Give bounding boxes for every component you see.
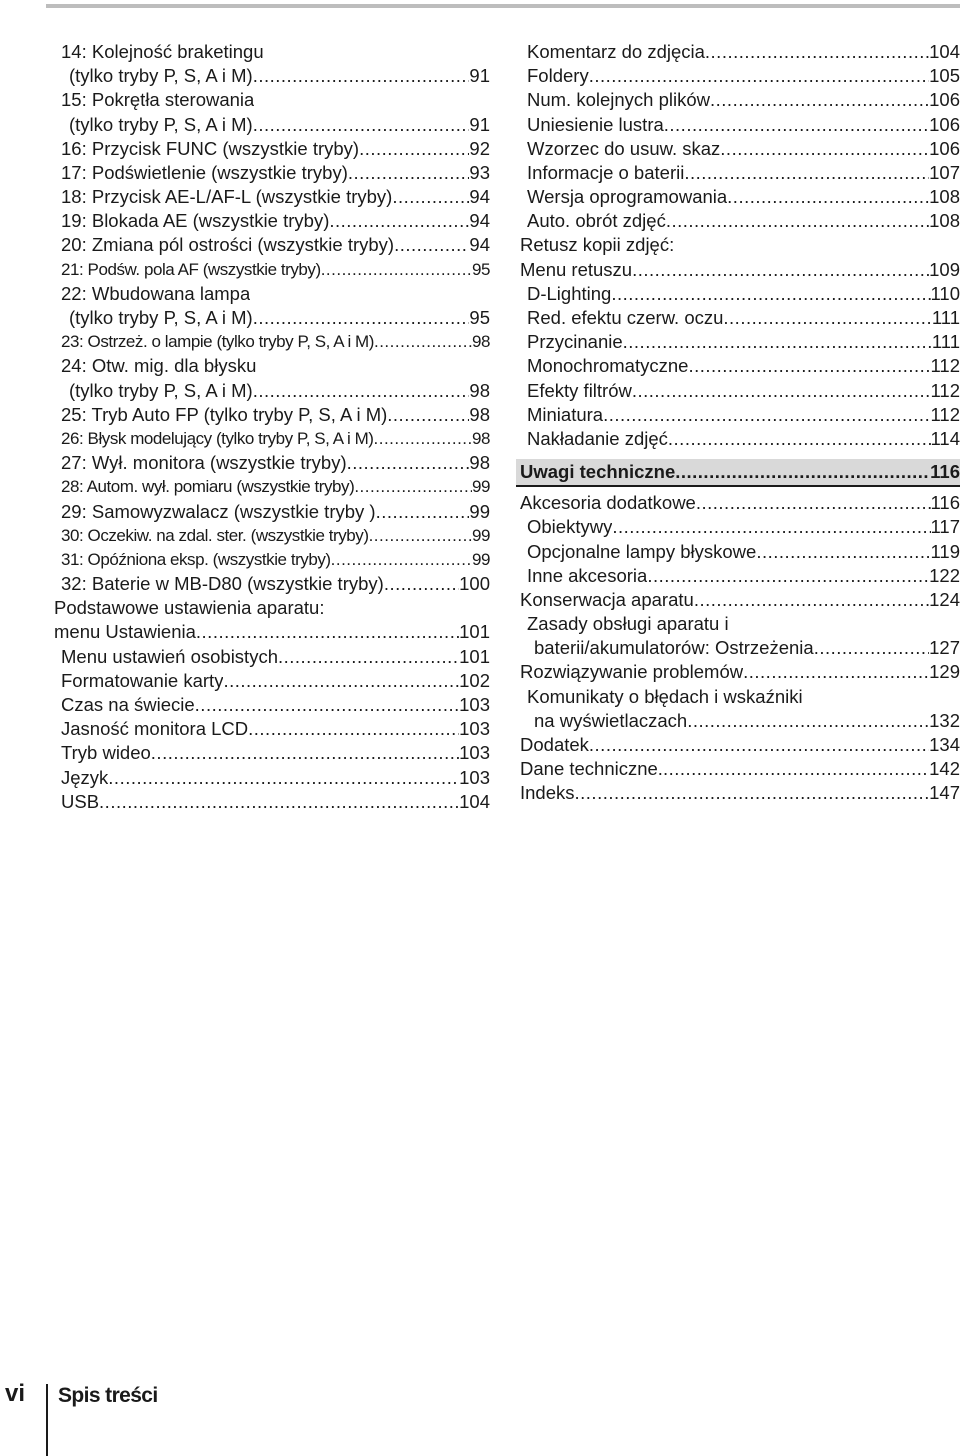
toc-leader-dots [278, 645, 459, 669]
toc-entry-text: 22: Wbudowana lampa [61, 282, 251, 304]
toc-entry [54, 741, 490, 765]
toc-leader-dots [374, 427, 472, 451]
toc-page-number: 112 [930, 379, 960, 401]
toc-page-number: 132 [929, 709, 960, 731]
toc-leader-dots [668, 427, 931, 451]
toc-entry-text: 27: Wył. monitora (wszystkie tryby) [61, 452, 347, 474]
toc-leader-dots [223, 669, 459, 693]
toc-entry-text: 16: Przycisk FUNC (wszystkie tryby) [61, 137, 360, 159]
toc-entry-text: Dane techniczne. [520, 758, 663, 780]
toc-leader-dots [743, 660, 929, 684]
toc-entry-text: Przycinanie [527, 331, 623, 353]
toc-page-number: 102 [459, 669, 490, 691]
toc-leader-dots [632, 379, 931, 403]
toc-entry-text: Język [61, 766, 109, 788]
toc-entry [54, 790, 490, 814]
toc-entry-text: Czas na świecie [61, 694, 195, 716]
toc-entry-text: Komentarz do zdjęcia [527, 40, 705, 62]
toc-entry-text: Menu ustawień osobistych [61, 645, 278, 667]
toc-page-number: 98 [469, 379, 490, 401]
toc-entry [520, 137, 960, 161]
toc-entry-text: Menu retuszu [520, 258, 633, 280]
toc-page-number: 111 [931, 307, 960, 329]
toc-leader-dots [253, 306, 470, 330]
toc-entry [520, 113, 960, 137]
toc-leader-dots [384, 572, 459, 596]
toc-leader-dots [354, 475, 472, 499]
toc-leader-dots [347, 451, 470, 475]
toc-leader-dots [253, 113, 470, 137]
toc-leader-dots [376, 500, 470, 524]
toc-entry-text: Red. efektu czerw. oczu [527, 307, 724, 329]
toc-page-number: 108 [929, 186, 960, 208]
toc-entry-text: 24: Otw. mig. dla błysku [61, 355, 257, 377]
toc-entry-text: 19: Blokada AE (wszystkie tryby) [61, 210, 330, 232]
toc-entry-text: D-Lighting [527, 282, 612, 304]
toc-entry-text: 29: Samowyzwalacz (wszystkie tryby ) [61, 500, 376, 522]
toc-entry [520, 588, 960, 612]
toc-leader-dots [359, 137, 469, 161]
toc-entry-text: 31: Opóźniona eksp. (wszystkie tryby) [61, 549, 331, 569]
toc-page-number: 98 [471, 332, 490, 352]
toc-leader-dots [696, 491, 931, 515]
toc-entry-text: Dodatek [520, 734, 589, 756]
toc-leader-dots [151, 741, 459, 765]
toc-leader-dots [392, 185, 469, 209]
toc-leader-dots [369, 524, 472, 548]
toc-entry-text: Miniatura [527, 403, 604, 425]
toc-leader-dots [623, 330, 932, 354]
toc-entry-text: Nakładanie zdjęć [527, 427, 668, 449]
toc-page-number: 104 [459, 790, 490, 812]
toc-page-number: 110 [930, 282, 960, 304]
toc-entry [54, 451, 490, 475]
toc-page-number: 94 [469, 186, 490, 208]
toc-page-number: 111 [931, 331, 960, 353]
toc-page-number: 127 [929, 637, 960, 659]
toc-entry [54, 766, 490, 790]
toc-page-number: 103 [459, 742, 490, 764]
toc-page-number: 112 [930, 403, 960, 425]
toc-leader-dots [603, 403, 930, 427]
toc-entry-text: 30: Oczekiw. na zdal. ster. (wszystkie tryby) [61, 525, 369, 545]
footer-divider [46, 1384, 48, 1456]
toc-entry [54, 596, 490, 620]
toc-page-number: 112 [930, 355, 960, 377]
toc-entry-text: 14: Kolejność braketingu [61, 40, 264, 62]
toc-page-number: 116 [930, 461, 960, 483]
toc-entry [54, 354, 490, 378]
toc-entry [520, 661, 960, 685]
toc-page-number: 117 [930, 516, 960, 538]
toc-entry-text: 32: Baterie w MB-D80 (wszystkie tryby) [61, 573, 384, 595]
toc-entry-text: Num. kolejnych plików [527, 89, 711, 111]
toc-page-number: 99 [471, 477, 490, 497]
toc-leader-dots [684, 161, 929, 185]
toc-entry [54, 427, 490, 451]
toc-entry-text: Obiektywy [527, 516, 613, 538]
toc-leader-dots [248, 717, 459, 741]
toc-page-number: 98 [471, 428, 490, 448]
toc-entry [520, 709, 960, 733]
toc-entry-text: Rozwiązywanie problemów [520, 661, 744, 683]
toc-entry [520, 781, 960, 805]
toc-entry-text: Konserwacja aparatu [520, 588, 694, 610]
toc-entry [520, 515, 960, 539]
toc-entry [520, 564, 960, 588]
toc-page-number: 134 [929, 734, 960, 756]
toc-entry [54, 475, 490, 499]
toc-leader-dots [632, 258, 929, 282]
toc-entry [54, 379, 490, 403]
toc-entry [54, 113, 490, 137]
toc-entry [54, 621, 490, 645]
toc-entry-text: baterii/akumulatorów: Ostrzeżenia [534, 637, 814, 659]
toc-entry [54, 234, 490, 258]
toc-entry [520, 282, 960, 306]
toc-entry-text: Formatowanie karty [61, 669, 224, 691]
toc-entry [520, 379, 960, 403]
toc-leader-dots [348, 161, 470, 185]
toc-entry-text: Efekty filtrów [527, 379, 632, 401]
toc-page-number: 142 [929, 758, 960, 780]
toc-page-number: 103 [459, 718, 490, 740]
toc-entry [520, 540, 960, 564]
toc-entry [520, 427, 960, 451]
toc-page-number: 99 [471, 525, 490, 545]
toc-entry [520, 685, 960, 709]
toc-leader-dots [814, 636, 929, 660]
toc-entry-text: Wzorzec do usuw. skaz [527, 137, 721, 159]
toc-leader-dots [374, 330, 472, 354]
toc-page-number: 93 [469, 161, 490, 183]
toc-entry [54, 185, 490, 209]
toc-leader-dots [329, 209, 469, 233]
toc-entry [520, 733, 960, 757]
toc-entry-text: Uwagi techniczne [520, 461, 676, 483]
toc-entry-text: 20: Zmiana pól ostrości (wszystkie tryby) [61, 234, 395, 256]
toc-page-number: 119 [930, 540, 960, 562]
toc-leader-dots [710, 88, 929, 112]
toc-page-number: 106 [929, 89, 960, 111]
toc-entry [520, 757, 960, 781]
toc-entry [54, 64, 490, 88]
toc-entry [520, 185, 960, 209]
toc-entry [54, 500, 490, 524]
toc-page-number: 106 [929, 137, 960, 159]
toc-entry [54, 40, 490, 64]
toc-leader-dots [687, 709, 929, 733]
toc-entry [54, 524, 490, 548]
toc-leader-dots [694, 588, 929, 612]
toc-page-number: 108 [929, 210, 960, 232]
toc-entry-text: Akcesoria dodatkowe [520, 492, 696, 514]
toc-entry-text: Uniesienie lustra [527, 113, 664, 135]
toc-entry [520, 403, 960, 427]
toc-entry [520, 258, 960, 282]
toc-entry [520, 354, 960, 378]
toc-leader-dots [727, 185, 929, 209]
toc-entry-text: 18: Przycisk AE-L/AF-L (wszystkie tryby) [61, 186, 393, 208]
toc-entry-text: Retusz kopii zdjęć: [520, 234, 675, 256]
toc-entry [54, 717, 490, 741]
toc-page-number: 98 [469, 403, 490, 425]
toc-right-column [520, 40, 960, 806]
toc-page-number: 94 [469, 210, 490, 232]
toc-entry-text: Komunikaty o błędach i wskaźniki [527, 685, 803, 707]
toc-leader-dots [723, 306, 931, 330]
toc-entry [54, 645, 490, 669]
toc-page-number: 101 [459, 645, 490, 667]
toc-entry-text: 23: Ostrzeż. o lampie (tylko tryby P, S, A i M) [61, 332, 374, 352]
toc-entry-text: Jasność monitora LCD [61, 718, 249, 740]
toc-entry [520, 88, 960, 112]
toc-page-number: 105 [929, 65, 960, 87]
toc-entry [54, 669, 490, 693]
toc-page-number: 109 [929, 258, 960, 280]
toc-page-number: 95 [469, 307, 490, 329]
toc-entry [54, 137, 490, 161]
toc-entry [54, 88, 490, 112]
toc-entry-text: Podstawowe ustawienia aparatu: [54, 597, 325, 619]
toc-left-column [54, 40, 490, 814]
toc-entry-text: Wersja oprogramowania [527, 186, 728, 208]
toc-leader-dots [195, 693, 459, 717]
toc-leader-dots [387, 403, 469, 427]
toc-entry-text: Opcjonalne lampy błyskowe [527, 540, 757, 562]
toc-entry-text: (tylko tryby P, S, A i M) [69, 65, 253, 87]
section-title: Spis treści [58, 1384, 158, 1407]
toc-section-heading [516, 459, 960, 487]
toc-page-number: 99 [469, 500, 490, 522]
toc-entry-text: Informacje o baterii [527, 161, 685, 183]
toc-page-number: 116 [930, 492, 960, 514]
toc-leader-dots [705, 40, 929, 64]
toc-entry [54, 403, 490, 427]
toc-page-number: 92 [469, 137, 490, 159]
toc-entry [520, 636, 960, 660]
toc-page-number: 91 [469, 113, 490, 135]
toc-leader-dots [589, 733, 929, 757]
toc-leader-dots [321, 258, 472, 282]
toc-entry-text: Foldery [527, 65, 589, 87]
toc-page-number: 94 [469, 234, 490, 256]
toc-leader-dots [99, 790, 459, 814]
toc-leader-dots [575, 781, 930, 805]
top-rule [46, 4, 960, 8]
toc-entry-text: Indeks [520, 782, 575, 804]
toc-entry [54, 258, 490, 282]
toc-page-number: 114 [930, 427, 960, 449]
toc-entry-text: (tylko tryby P, S, A i M) [69, 307, 253, 329]
toc-leader-dots [675, 459, 930, 485]
toc-entry [54, 209, 490, 233]
toc-entry [520, 40, 960, 64]
toc-leader-dots [664, 113, 929, 137]
toc-entry [54, 572, 490, 596]
toc-entry [54, 161, 490, 185]
toc-leader-dots [756, 540, 930, 564]
toc-entry-text: Auto. obrót zdjęć [527, 210, 666, 232]
toc-entry-text: 28: Autom. wył. pomiaru (wszystkie tryby) [61, 477, 355, 497]
toc-entry [54, 282, 490, 306]
toc-leader-dots [108, 766, 459, 790]
toc-leader-dots [647, 564, 929, 588]
toc-entry-text: 15: Pokrętła sterowania [61, 89, 255, 111]
toc-leader-dots [331, 548, 472, 572]
toc-page-number: 99 [471, 549, 490, 569]
toc-entry [520, 234, 960, 258]
toc-entry-text: Inne akcesoria [527, 564, 648, 586]
toc-entry-text: 25: Tryb Auto FP (tylko tryby P, S, A i M) [61, 403, 388, 425]
toc-entry [54, 306, 490, 330]
toc-entry [520, 209, 960, 233]
toc-page-number: 91 [469, 65, 490, 87]
toc-page-number: 98 [469, 452, 490, 474]
toc-entry-text: Zasady obsługi aparatu i [527, 613, 729, 635]
toc-page-number: 129 [929, 661, 960, 683]
toc-entry [520, 161, 960, 185]
toc-page-number: 103 [459, 694, 490, 716]
toc-entry-text: 26: Błysk modelujący (tylko tryby P, S, A i M) [61, 428, 374, 448]
toc-page-number: 106 [929, 113, 960, 135]
toc-page-number: 104 [929, 40, 960, 62]
toc-entry-text: (tylko tryby P, S, A i M) [69, 379, 253, 401]
page-number: vi [5, 1380, 26, 1407]
toc-leader-dots [253, 64, 470, 88]
toc-entry-text: 17: Podświetlenie (wszystkie tryby) [61, 161, 348, 183]
toc-entry [520, 306, 960, 330]
toc-entry-text: Monochromatyczne [527, 355, 689, 377]
toc-leader-dots [611, 282, 930, 306]
toc-entry [54, 548, 490, 572]
toc-page-number: 107 [929, 161, 960, 183]
toc-entry-text: USB [61, 790, 100, 812]
toc-entry-text: Tryb wideo [61, 742, 151, 764]
toc-leader-dots [663, 757, 929, 781]
toc-entry-text: na wyświetlaczach [534, 709, 688, 731]
toc-leader-dots [720, 137, 929, 161]
toc-leader-dots [589, 64, 929, 88]
toc-page-number: 95 [471, 259, 490, 279]
toc-leader-dots [688, 354, 930, 378]
toc-entry-text: 21: Podśw. pola AF (wszystkie tryby) [61, 259, 321, 279]
toc-entry [54, 330, 490, 354]
toc-entry [520, 612, 960, 636]
toc-leader-dots [196, 620, 459, 644]
toc-entry [520, 330, 960, 354]
toc-leader-dots [253, 379, 470, 403]
toc-entry [54, 693, 490, 717]
toc-entry-text: (tylko tryby P, S, A i M) [69, 113, 253, 135]
toc-page-number: 100 [459, 573, 490, 595]
toc-entry [520, 491, 960, 515]
toc-leader-dots [666, 209, 929, 233]
toc-page-number: 122 [929, 564, 960, 586]
toc-page-number: 103 [459, 766, 490, 788]
toc-page-number: 124 [929, 588, 960, 610]
toc-page-number: 101 [459, 621, 490, 643]
toc-leader-dots [612, 515, 930, 539]
toc-page-number: 147 [929, 782, 960, 804]
toc-entry-text: menu Ustawienia [54, 621, 196, 643]
toc-entry [520, 64, 960, 88]
toc-leader-dots [394, 233, 469, 257]
